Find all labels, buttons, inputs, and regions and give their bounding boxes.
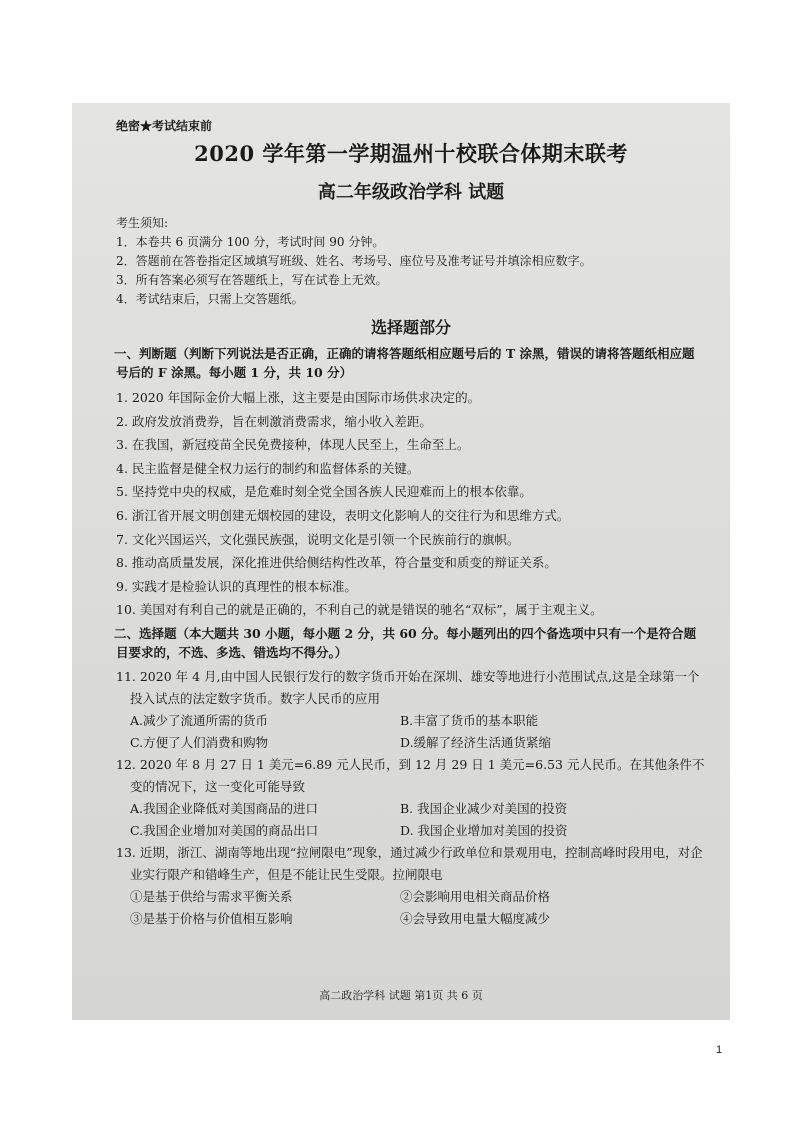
question-options: [116, 798, 706, 842]
exam-subtitle: 高二年级政治学科 试题: [317, 182, 505, 203]
judgment-item: 4. 民主监督是健全权力运行的制约和监督体系的关键。: [116, 460, 420, 476]
judgment-item: 8. 推动高质量发展，深化推进供给侧结构性改革，符合量变和质变的辩证关系。: [116, 555, 557, 571]
notice-list: [116, 233, 706, 309]
judgment-item: 5. 坚持党中央的权威，是危难时刻全党全国各族人民迎难而上的根本依靠。: [116, 484, 532, 500]
section-title: 选择题部分: [370, 318, 451, 337]
judgment-item: 1. 2020 年国际金价大幅上涨，这主要是由国际市场供求决定的。: [116, 390, 481, 405]
option-c: C.我国企业增加对美国的商品出口: [130, 822, 319, 838]
judgment-item: 10. 美国对有利自己的就是正确的，不利自己的就是错误的驰名“双标”，属于主观主义。: [116, 602, 603, 618]
part1-heading: 一、判断题（判断下列说法是否正确，正确的请将答题纸相应题号后的 T 涂黑，错误的请将答题纸相应题号后的 F 涂黑。每小题 1 分，共 10 分）: [114, 346, 695, 380]
question-stem: 11. 2020 年 4 月,由中国人民银行发行的数字货币开始在深圳、雄安等地进行小范围试点,这是全球第一个投入试点的法定数字货币。数字人民币的应用: [116, 668, 700, 706]
question-11: [116, 666, 706, 754]
question-options: [116, 886, 706, 930]
judgment-list: [116, 386, 706, 622]
question-12: [116, 754, 706, 842]
page-number: 1: [716, 1044, 723, 1056]
judgment-item: 3. 在我国，新冠疫苗全民免费接种，体现人民至上，生命至上。: [116, 437, 470, 453]
question-stem: 13. 近期，浙江、湖南等地出现“拉闸限电”现象，通过减少行政单位和景观用电，控制高峰时段用电，对企业实行限产和错峰生产，但是不能让民生受限。拉闸限电: [116, 844, 703, 882]
option-b: B.丰富了货币的基本职能: [400, 712, 539, 728]
option-b: B. 我国企业减少对美国的投资: [400, 800, 568, 816]
notice-item: 4．考试结束后，只需上交答题纸。: [116, 292, 304, 306]
option-4: ④会导致用电量大幅度减少: [400, 910, 551, 926]
judgment-item: 2. 政府发放消费券，旨在刺激消费需求，缩小收入差距。: [116, 413, 432, 429]
notice-heading: 考生须知:: [116, 216, 169, 230]
part2-heading: 二、选择题（本大题共 30 小题，每小题 2 分，共 60 分。每小题列出的四个备选项中只有一个是符合题目要求的，不选、多选、错选均不得分。）: [114, 625, 697, 660]
judgment-item: 6. 浙江省开展文明创建无烟校园的建设，表明文化影响人的交往行为和思维方式。: [116, 507, 570, 523]
option-2: ②会影响用电相关商品价格: [400, 888, 551, 904]
judgment-item: 9. 实践才是检验认识的真理性的根本标准。: [116, 578, 357, 594]
option-1: ①是基于供给与需求平衡关系: [130, 888, 293, 904]
option-a: A.减少了流通所需的货币: [130, 712, 269, 728]
secret-label: 绝密★考试结束前: [116, 119, 213, 133]
question-13: [116, 842, 706, 930]
notice-item: 2．答题前在答卷指定区域填写班级、姓名、考场号、座位号及准考证号并填涂相应数字。: [116, 254, 592, 268]
question-stem: 12. 2020 年 8 月 27 日 1 美元=6.89 元人民币，到 12 月 29 日 1 美元=6.53 元人民币。在其他条件不变的情况下，这一变化可能导致: [116, 756, 705, 794]
judgment-item: 7. 文化兴国运兴，文化强民族强，说明文化是引领一个民族前行的旗帜。: [116, 531, 520, 547]
option-d: D. 我国企业增加对美国的投资: [400, 822, 568, 838]
exam-paper: [72, 103, 730, 1020]
page-footer: 高二政治学科 试题 第1页 共 6 页: [319, 989, 483, 1002]
scanned-exam-photo: [72, 103, 730, 1020]
option-a: A.我国企业降低对美国商品的进口: [130, 800, 319, 816]
question-options: [116, 710, 706, 754]
exam-title: 2020 学年第一学期温州十校联合体期末联考: [194, 141, 628, 166]
notice-item: 1．本卷共 6 页满分 100 分，考试时间 90 分钟。: [116, 235, 385, 249]
option-3: ③是基于价格与价值相互影响: [130, 910, 293, 926]
notice-item: 3．所有答案必须写在答题纸上，写在试卷上无效。: [116, 273, 388, 287]
option-d: D.缓解了经济生活通货紧缩: [400, 734, 552, 750]
option-c: C.方便了人们消费和购物: [130, 734, 269, 750]
